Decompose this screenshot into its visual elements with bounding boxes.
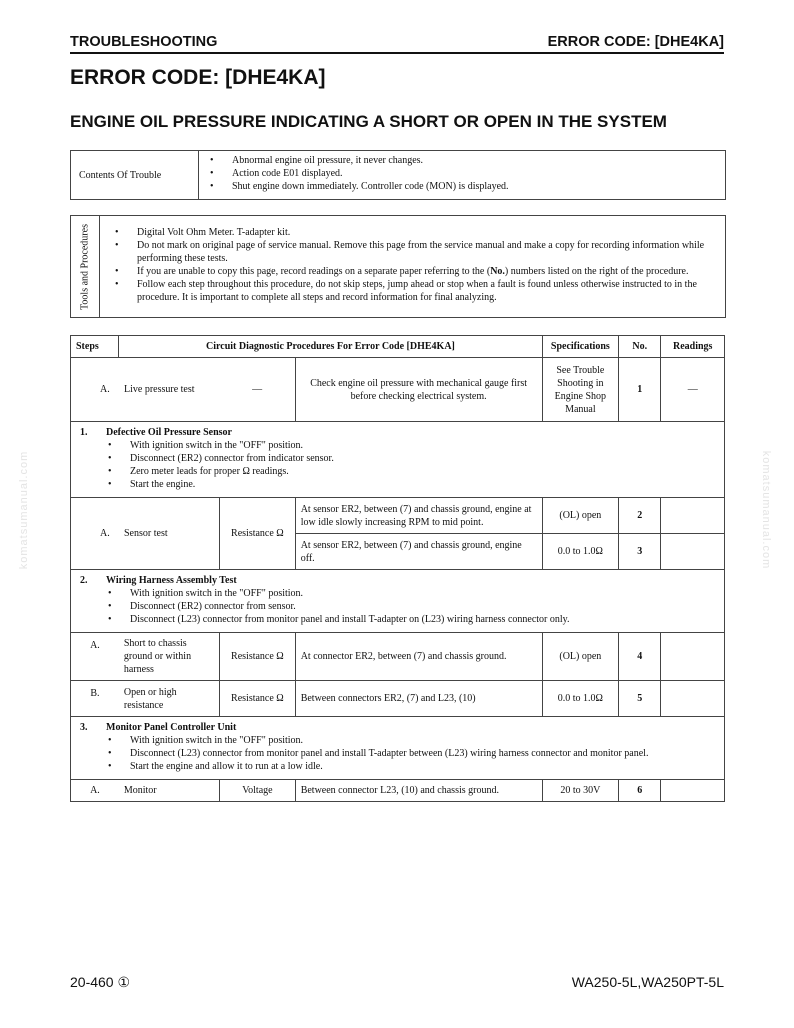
procedure-cell: Check engine oil pressure with mechanical gauge first before checking electrical system. — [295, 358, 542, 422]
col-readings: Readings — [661, 336, 725, 358]
procedure-cell: Between connector L23, (10) and chassis ground. — [295, 780, 542, 802]
test-type: — — [220, 358, 296, 422]
header-section: TROUBLESHOOTING — [70, 34, 218, 50]
section-list — [76, 439, 719, 491]
table-row — [71, 780, 725, 802]
spec-cell: 20 to 30V — [542, 780, 619, 802]
table-header-row — [71, 336, 725, 358]
col-specifications: Specifications — [542, 336, 619, 358]
tools-item — [111, 265, 717, 278]
diagnostic-table — [70, 335, 725, 802]
reading-cell: — — [661, 358, 725, 422]
table-row — [71, 358, 725, 422]
section-row — [71, 570, 725, 633]
col-steps: Steps — [71, 336, 119, 358]
section-title: 2. Wiring Harness Assembly Test — [80, 575, 237, 586]
tools-item: • Follow each step throughout this procedure, do not skip steps, jump ahead or stop when a fault is found unless otherwise instructed to in the procedure. It is important to complete all steps and record information for final analyzing. — [111, 278, 717, 304]
section-row — [71, 717, 725, 780]
section-list — [76, 734, 719, 773]
section-item: • Start the engine. — [76, 478, 719, 491]
step-letter: A. — [100, 384, 110, 395]
spec-cell: See Trouble Shooting in Engine Shop Manual — [542, 358, 619, 422]
step-letter: B. — [71, 681, 119, 717]
section-item: • Zero meter leads for proper Ω readings. — [76, 465, 719, 478]
tools-label-cell — [71, 216, 100, 317]
procedure-cell: At sensor ER2, between (7) and chassis ground, engine off. — [295, 534, 542, 570]
tools-item: • Do not mark on original page of service manual. Remove this page from the service manual and make a copy for recording information while performing these tests. — [111, 239, 717, 265]
step-name: Open or high resistance — [119, 681, 220, 717]
section-item: • With ignition switch in the "OFF" position. — [76, 734, 719, 747]
page-subtitle: ENGINE OIL PRESSURE INDICATING A SHORT OR OPEN IN THE SYSTEM — [70, 112, 667, 131]
contents-label: Contents Of Trouble — [71, 151, 199, 199]
tools-item-text: If you are unable to copy this page, record readings on a separate paper referring to the ( — [137, 266, 491, 277]
header-error-code: ERROR CODE: [DHE4KA] — [547, 34, 724, 50]
number-cell: 1 — [619, 358, 661, 422]
contents-item: • Abnormal engine oil pressure, it never changes. — [206, 154, 509, 167]
section-title: 3. Monitor Panel Controller Unit — [80, 722, 237, 733]
step-letter: A. — [100, 528, 110, 539]
step-name: Short to chassis ground or within harness — [119, 633, 220, 681]
section-list — [76, 587, 719, 626]
contents-item: • Action code E01 displayed. — [206, 167, 509, 180]
section-title: 1. Defective Oil Pressure Sensor — [80, 427, 232, 438]
number-cell: 6 — [619, 780, 661, 802]
number-cell: 5 — [619, 681, 661, 717]
page-header — [70, 34, 724, 54]
section-item: • Disconnect (L23) connector from monitor panel and install T-adapter on (L23) wiring harness connector only. — [76, 613, 719, 626]
table-row — [71, 498, 725, 534]
spec-cell: 0.0 to 1.0Ω — [542, 534, 619, 570]
test-type: Resistance Ω — [220, 681, 296, 717]
section-item: • Start the engine and allow it to run at a low idle. — [76, 760, 719, 773]
test-type: Resistance Ω — [220, 633, 296, 681]
step-name: Monitor — [119, 780, 220, 802]
watermark-left: komatsumanual.com — [18, 450, 30, 570]
spec-cell: (OL) open — [542, 633, 619, 681]
reading-cell — [661, 498, 725, 534]
table-row — [71, 633, 725, 681]
procedure-cell: At connector ER2, between (7) and chassis ground. — [295, 633, 542, 681]
section-item: • Disconnect (ER2) connector from indicator sensor. — [76, 452, 719, 465]
tools-item-text: ) numbers listed on the right of the procedure. — [504, 266, 689, 277]
reading-cell — [661, 633, 725, 681]
page-number: 20-460 ① — [70, 974, 131, 990]
tools-item: • Digital Volt Ohm Meter. T-adapter kit. — [111, 226, 717, 239]
step-letter: A. — [71, 633, 119, 681]
model-number: WA250-5L,WA250PT-5L — [571, 974, 724, 990]
number-cell: 2 — [619, 498, 661, 534]
page-title: ERROR CODE: [DHE4KA] — [70, 66, 326, 89]
contents-of-trouble-box — [70, 150, 726, 200]
step-name: Sensor test — [124, 528, 168, 539]
table-row — [71, 681, 725, 717]
section-item: • With ignition switch in the "OFF" position. — [76, 439, 719, 452]
col-procedures: Circuit Diagnostic Procedures For Error Code [DHE4KA] — [119, 336, 542, 358]
step-letter: A. — [71, 780, 119, 802]
step-cell — [71, 498, 220, 570]
spec-cell: (OL) open — [542, 498, 619, 534]
reading-cell — [661, 780, 725, 802]
reading-cell — [661, 534, 725, 570]
tools-label: Tools and Procedures — [79, 223, 91, 310]
step-name: Live pressure test — [124, 384, 195, 395]
procedure-cell: At sensor ER2, between (7) and chassis ground, engine at low idle slowly increasing RPM to mid point. — [295, 498, 542, 534]
section-cell — [71, 422, 725, 498]
tools-item-bold: No. — [490, 266, 505, 277]
tools-list — [111, 226, 717, 304]
contents-list — [206, 154, 509, 193]
col-no: No. — [619, 336, 661, 358]
section-item: • With ignition switch in the "OFF" position. — [76, 587, 719, 600]
step-cell — [71, 358, 220, 422]
section-item: • Disconnect (ER2) connector from sensor. — [76, 600, 719, 613]
test-type: Resistance Ω — [220, 498, 296, 570]
watermark-right: komatsumanual.com — [760, 450, 772, 570]
number-cell: 3 — [619, 534, 661, 570]
test-type: Voltage — [220, 780, 296, 802]
section-row — [71, 422, 725, 498]
spec-cell: 0.0 to 1.0Ω — [542, 681, 619, 717]
tools-and-procedures-box — [70, 215, 726, 318]
procedure-cell: Between connectors ER2, (7) and L23, (10) — [295, 681, 542, 717]
reading-cell — [661, 681, 725, 717]
section-cell — [71, 570, 725, 633]
section-cell — [71, 717, 725, 780]
number-cell: 4 — [619, 633, 661, 681]
section-item: • Disconnect (L23) connector from monitor panel and install T-adapter between (L23) wiring harness connector and monitor panel. — [76, 747, 719, 760]
contents-item: • Shut engine down immediately. Controller code (MON) is displayed. — [206, 180, 509, 193]
